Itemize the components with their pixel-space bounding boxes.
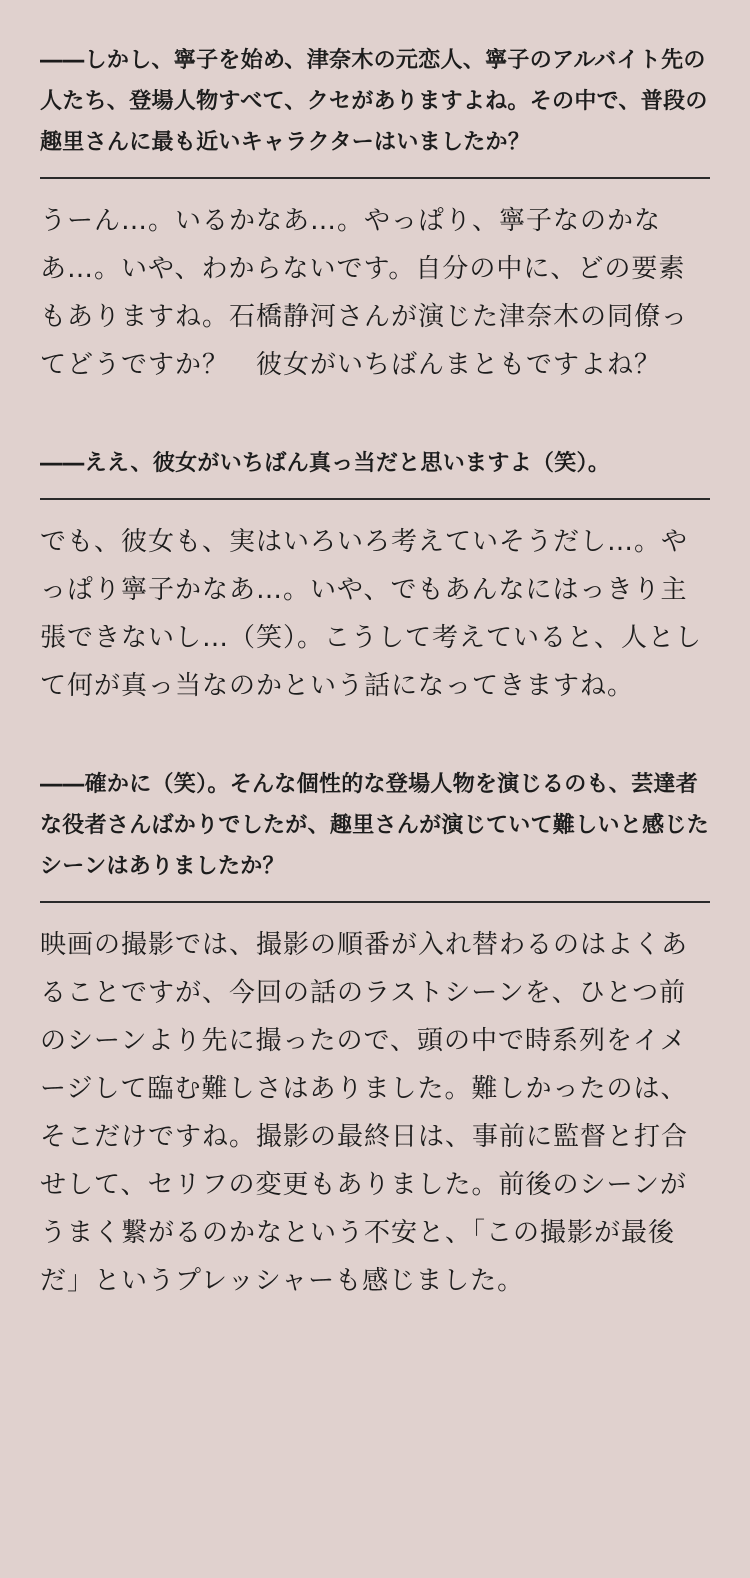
question-divider [40, 177, 710, 179]
interview-answer: でも、彼女も、実はいろいろ考えていそうだし…。やっぱり寧子かなあ…。いや、でもあんなにはっきり主張できないし…（笑）。こうして考えていると、人として何が真っ当なのかという話になってきますね。 [40, 527, 703, 701]
qa-block-3 [40, 764, 710, 1305]
interview-answer: 映画の撮影では、撮影の順番が入れ替わるのはよくあることですが、今回の話のラストシーンを、ひとつ前のシーンより先に撮ったので、頭の中で時系列をイメージして臨む難しさはありました。難しかったのは、そこだけですね。撮影の最終日は、事前に監督と打合せして、セリフの変更もありました。前後のシーンがうまく繋がるのかなという不安と、「この撮影が最後だ」というプレッシャーも感じました。 [40, 930, 689, 1296]
question-divider [40, 901, 710, 903]
interview-question: ――しかし、寧子を始め、津奈木の元恋人、寧子のアルバイト先の人たち、登場人物すべて、クセがありますよね。その中で、普段の趣里さんに最も近いキャラクターはいましたか？ [40, 48, 708, 155]
qa-block-1 [40, 40, 710, 389]
interview-answer: うーん…。いるかなあ…。やっぱり、寧子なのかなあ…。いや、わからないです。自分の中に、どの要素もありますね。石橋静河さんが演じた津奈木の同僚ってどうですか？ 彼女がいちばんまともですよね？ [40, 206, 689, 380]
qa-block-2 [40, 443, 710, 710]
question-divider [40, 498, 710, 500]
interview-question: ――ええ、彼女がいちばん真っ当だと思いますよ（笑）。 [40, 451, 611, 476]
section-spacer [40, 389, 710, 443]
section-spacer [40, 710, 710, 764]
interview-question: ――確かに（笑）。そんな個性的な登場人物を演じるのも、芸達者な役者さんばかりでしたが、趣里さんが演じていて難しいと感じたシーンはありましたか？ [40, 772, 710, 879]
